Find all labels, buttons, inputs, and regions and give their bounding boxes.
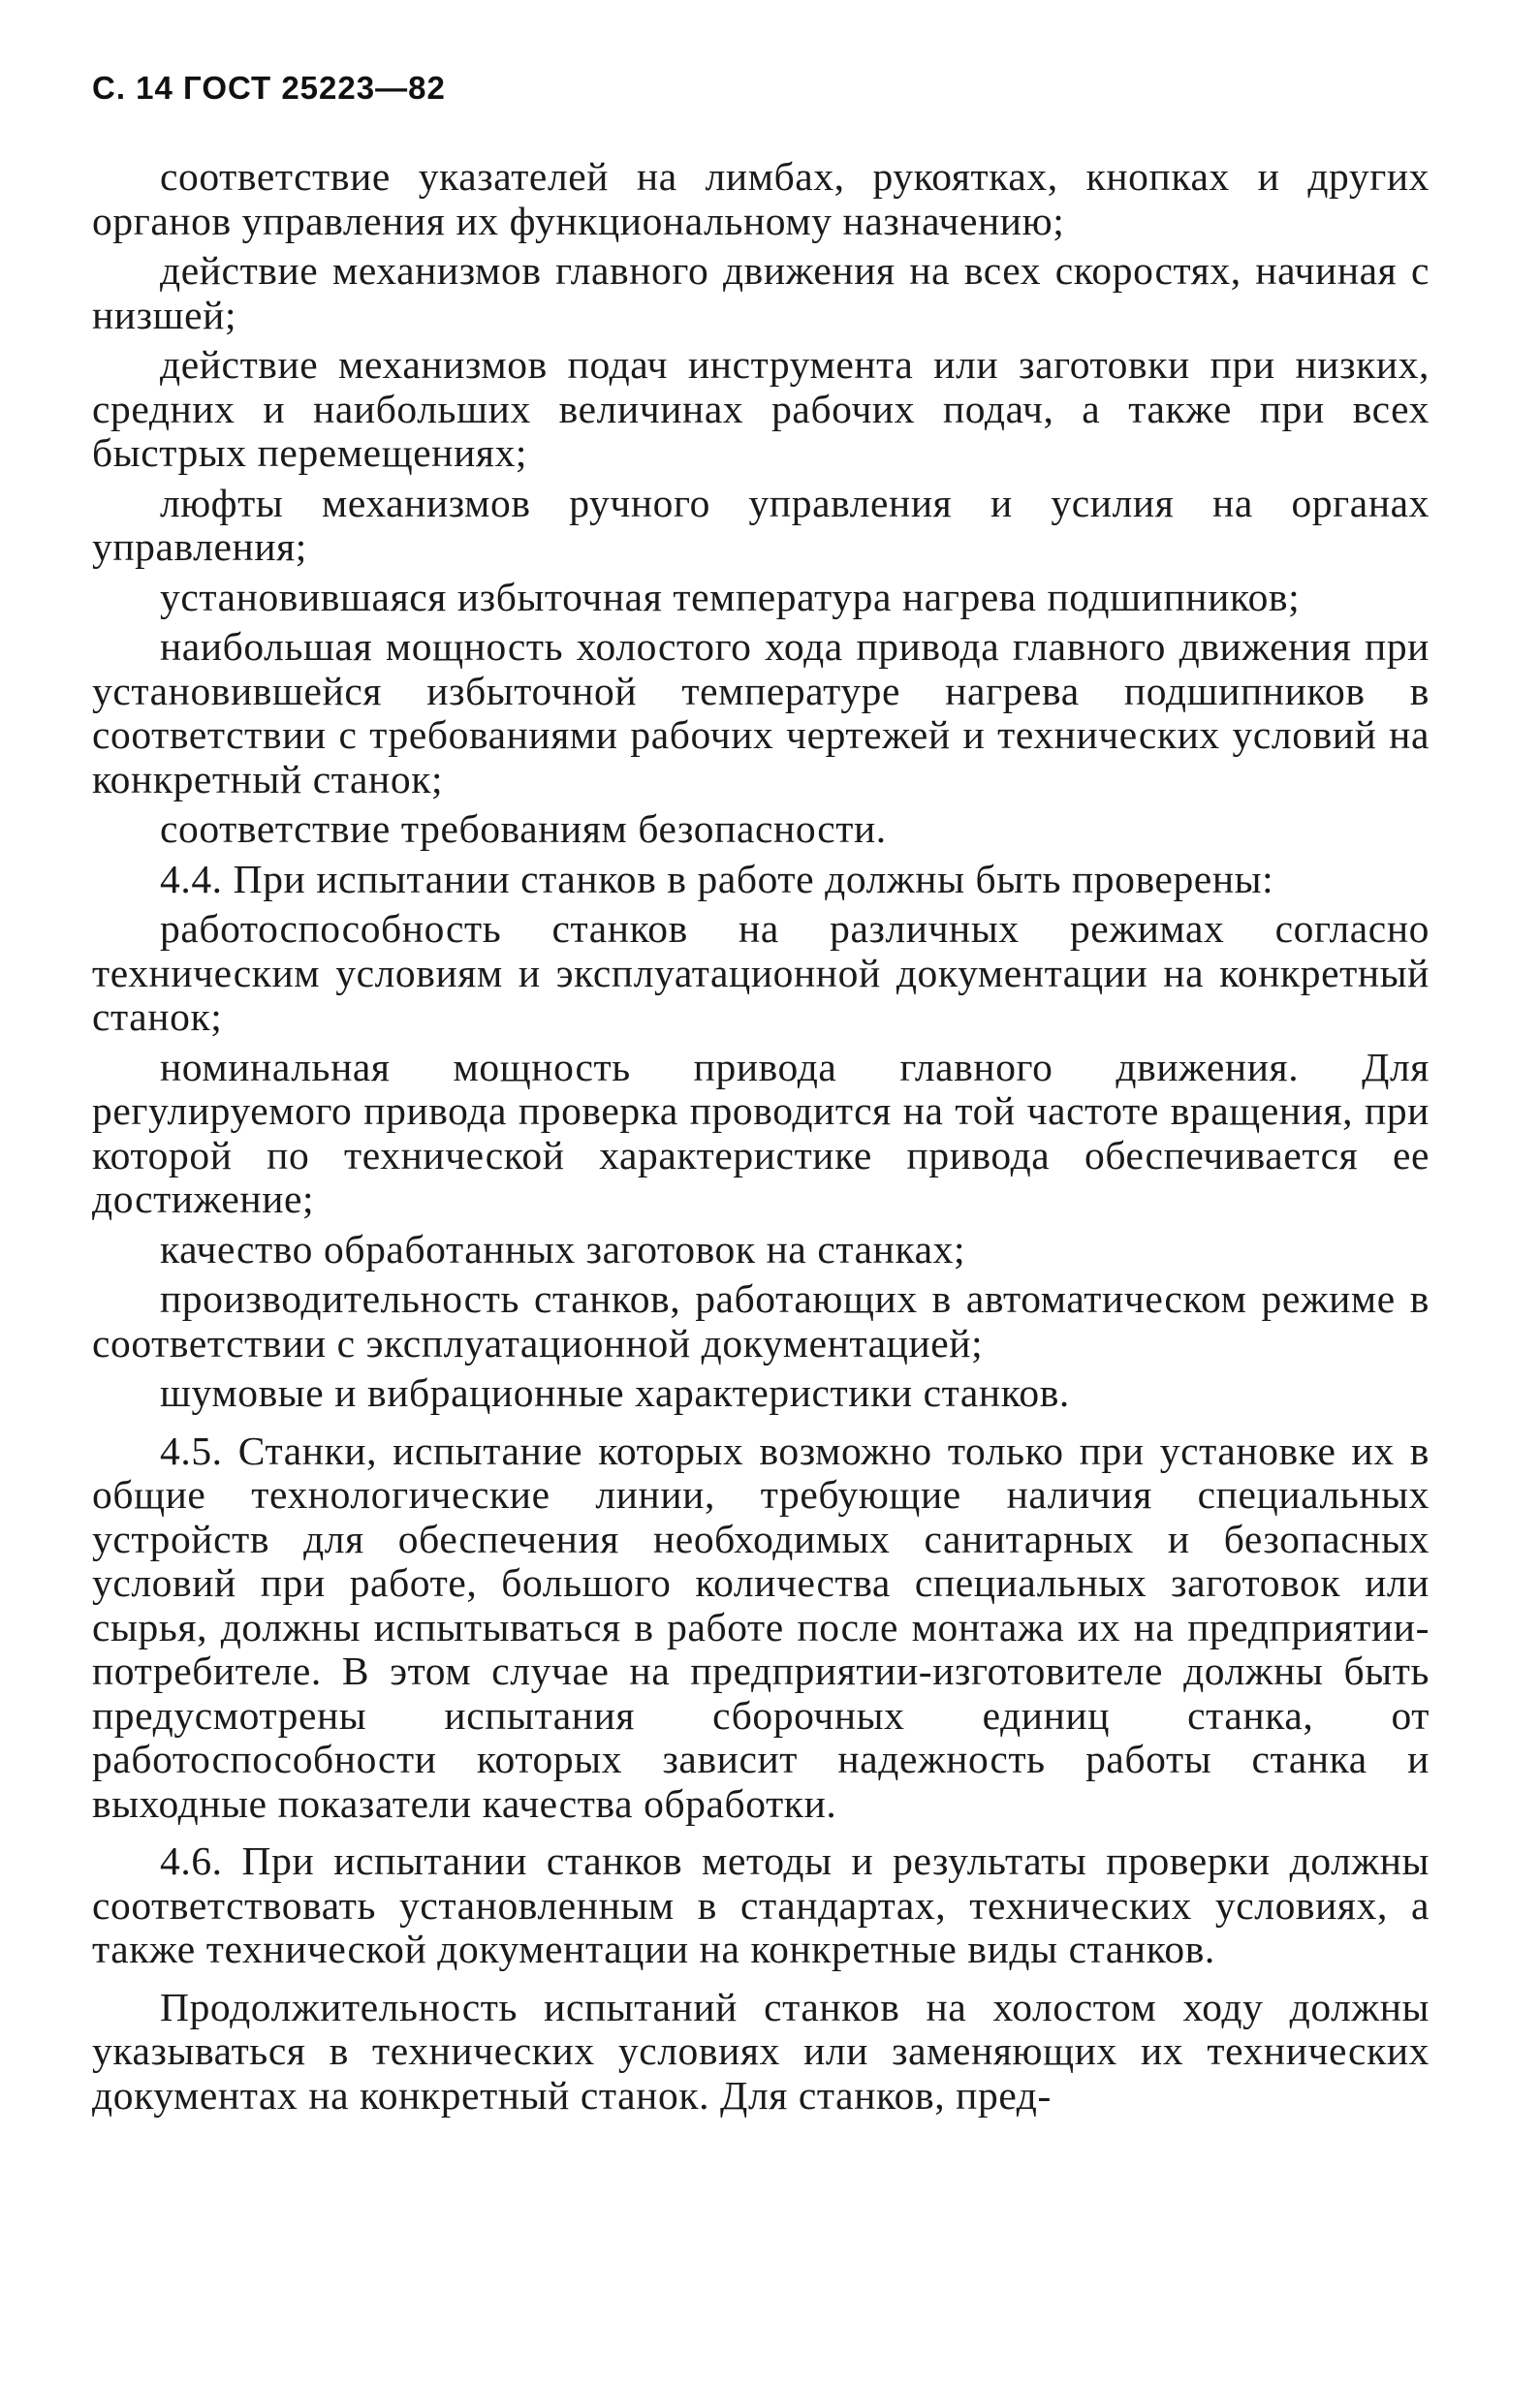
paragraph-14: 4.5. Станки, испытание которых возможно только при установке их в общие технологические линии, требующие наличия специальных устройств для обеспечения необходимых санитарных и безопасных условий при работе, большого количества специальных заготовок или сырья, должны испытываться в работе после монтажа их на предприятии-потребителе. В этом случае на предприятии-изготовителе должны быть предусмотрены испытания сборочных единиц станка, от работоспособности которых зависит надежность работы станка и выходные показатели качества обработки. (92, 1428, 1430, 1826)
paragraph-13: шумовые и вибрационные характеристики станков. (160, 1370, 1070, 1415)
paragraph-5: установившаяся избыточная температура нагрева подшипников; (160, 574, 1301, 619)
document-body (92, 155, 1430, 2123)
page-header: С. 14 ГОСТ 25223—82 (92, 70, 446, 106)
paragraph-9: работоспособность станков на различных режимах согласно техническим условиям и эксплуатационной документации на конкретный станок; (92, 906, 1430, 1039)
paragraph-16: Продолжительность испытаний станков на холостом ходу должны указываться в технических условиях или заменяющих их технических документах на конкретный станок. Для станков, пред- (92, 1984, 1430, 2118)
paragraph-12: производительность станков, работающих в автоматическом режиме в соответствии с эксплуатационной документацией; (92, 1276, 1430, 1366)
paragraph-7: соответствие требованиям безопасности. (160, 806, 887, 851)
paragraph-2: действие механизмов главного движения на всех скоростях, начиная с низшей; (92, 248, 1430, 337)
paragraph-4: люфты механизмов ручного управления и усилия на органах управления; (92, 480, 1430, 569)
paragraph-6: наибольшая мощность холостого хода привода главного движения при установившейся избыточной температуре нагрева подшипников в соответствии с требованиями рабочих чертежей и технических условий на конкретный станок; (92, 624, 1430, 801)
paragraph-3: действие механизмов подач инструмента или заготовки при низких, средних и наибольших величинах рабочих подач, а также при всех быстрых перемещениях; (92, 342, 1430, 475)
paragraph-11: качество обработанных заготовок на станках; (160, 1226, 966, 1272)
paragraph-10: номинальная мощность привода главного движения. Для регулируемого привода проверка проводится на той частоте вращения, при которой по технической характеристике привода обеспечивается ее достижение; (92, 1044, 1430, 1221)
paragraph-1: соответствие указателей на лимбах, рукоятках, кнопках и других органов управления их функциональному назначению; (92, 154, 1430, 243)
paragraph-8: 4.4. При испытании станков в работе должны быть проверены: (160, 856, 1274, 901)
paragraph-15: 4.6. При испытании станков методы и результаты проверки должны соответствовать установленным в стандартах, технических условиях, а также технической документации на конкретные виды станков. (92, 1838, 1430, 1971)
